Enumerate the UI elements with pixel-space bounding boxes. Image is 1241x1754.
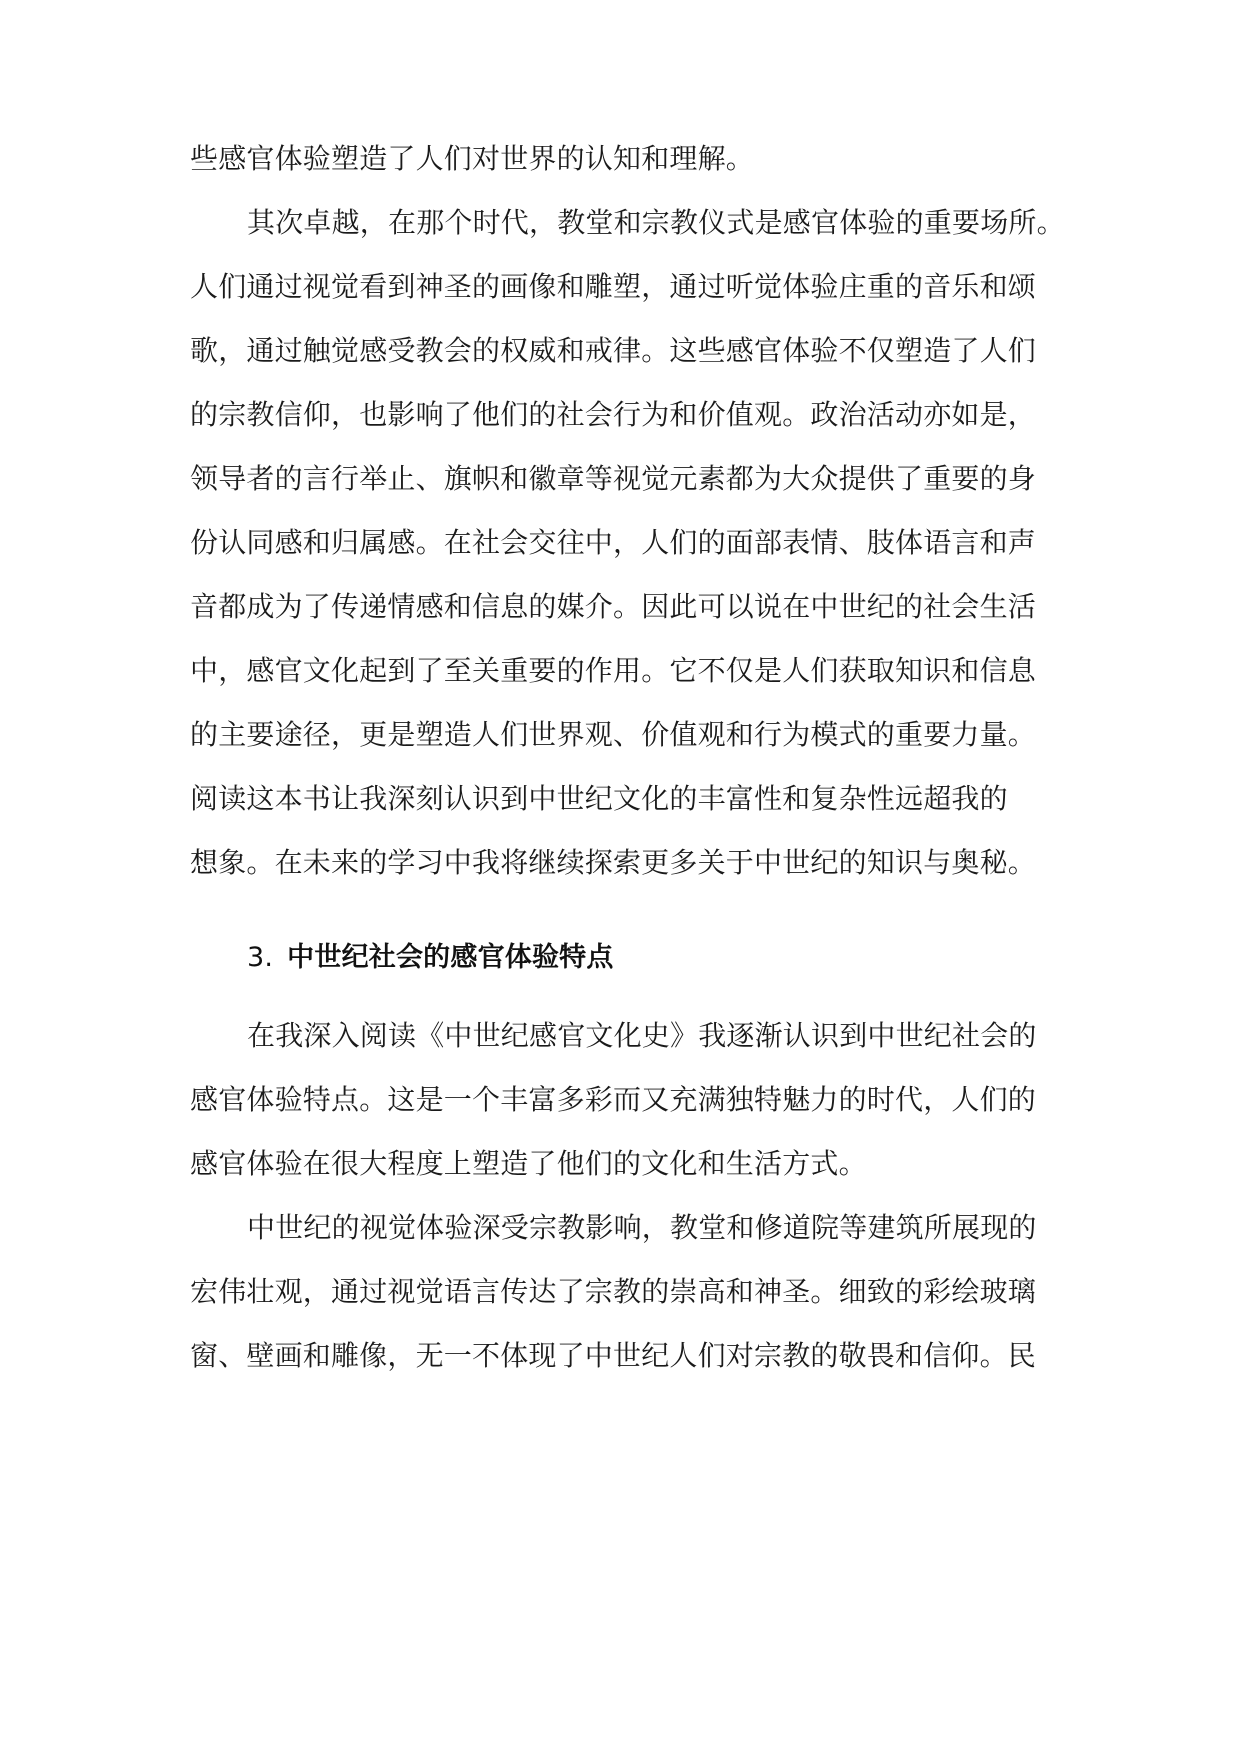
paragraph-first-line: 其次卓越，在那个时代，教堂和宗教仪式是感官体验的重要场所。 — [247, 206, 1065, 239]
body-text-line: 想象。在未来的学习中我将继续探索更多关于中世纪的知识与奥秘。 — [190, 846, 1037, 879]
body-text-line: 领导者的言行举止、旗帜和徽章等视觉元素都为大众提供了重要的身 — [190, 462, 1037, 495]
section-number: 3. — [247, 942, 274, 973]
body-text-line: 的宗教信仰，也影响了他们的社会行为和价值观。政治活动亦如是， — [190, 398, 1037, 431]
section-heading — [247, 938, 614, 978]
body-text-line: 份认同感和归属感。在社会交往中，人们的面部表情、肢体语言和声 — [190, 526, 1037, 559]
body-text-line: 的主要途径，更是塑造人们世界观、价值观和行为模式的重要力量。 — [190, 718, 1037, 751]
body-text-line: 窗、壁画和雕像，无一不体现了中世纪人们对宗教的敬畏和信仰。民 — [190, 1339, 1037, 1372]
paragraph-first-line: 中世纪的视觉体验深受宗教影响，教堂和修道院等建筑所展现的 — [247, 1211, 1037, 1244]
body-text-line: 音都成为了传递情感和信息的媒介。因此可以说在中世纪的社会生活 — [190, 590, 1037, 623]
body-text-line: 人们通过视觉看到神圣的画像和雕塑，通过听觉体验庄重的音乐和颂 — [190, 270, 1037, 303]
body-text-line: 感官体验在很大程度上塑造了他们的文化和生活方式。 — [190, 1147, 867, 1180]
body-text-line: 阅读这本书让我深刻认识到中世纪文化的丰富性和复杂性远超我的 — [190, 782, 1008, 815]
body-text-line: 歌，通过触觉感受教会的权威和戒律。这些感官体验不仅塑造了人们 — [190, 334, 1037, 367]
body-text-line: 感官体验特点。这是一个丰富多彩而又充满独特魅力的时代，人们的 — [190, 1083, 1037, 1116]
section-title: 中世纪社会的感官体验特点 — [287, 942, 614, 973]
body-text-line: 中，感官文化起到了至关重要的作用。它不仅是人们获取知识和信息 — [190, 654, 1037, 687]
body-text-line: 宏伟壮观，通过视觉语言传达了宗教的崇高和神圣。细致的彩绘玻璃 — [190, 1275, 1037, 1308]
body-text-line: 些感官体验塑造了人们对世界的认知和理解。 — [190, 142, 755, 175]
paragraph-first-line: 在我深入阅读《中世纪感官文化史》我逐渐认识到中世纪社会的 — [247, 1019, 1037, 1052]
